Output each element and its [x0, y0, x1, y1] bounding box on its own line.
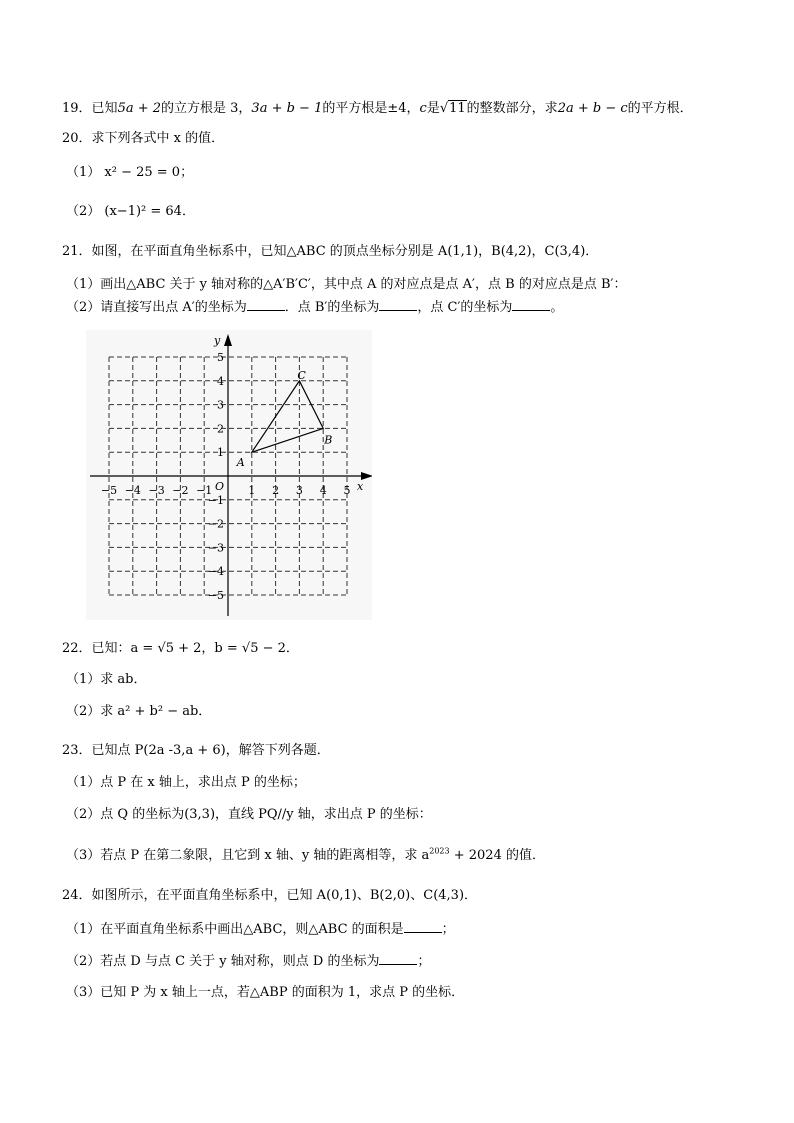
vertex-label-c: C	[297, 368, 306, 382]
question-24-part-2: （2）若点 D 与点 C 关于 y 轴对称，则点 D 的坐标为 ；	[66, 954, 431, 969]
question-22-part-1: （1）求 ab．	[66, 672, 147, 687]
question-22-stem: 22．已知：a = √5 + 2，b = √5 − 2．	[62, 641, 299, 656]
y-tick-label: −5	[207, 589, 224, 602]
x-tick-label: −2	[172, 484, 189, 497]
question-21-stem: 21．如图，在平面直角坐标系中，已知△ABC 的顶点坐标分别是 A(1,1)，B(4,2)，C(3,4)．	[62, 244, 599, 259]
answer-blank	[404, 920, 442, 933]
x-tick-label: −1	[196, 484, 213, 497]
y-tick-label: 4	[217, 374, 224, 388]
question-22-part-2: （2）求 a² + b² − ab．	[66, 704, 212, 719]
question-24-stem: 24．如图所示，在平面直角坐标系中，已知 A(0,1)、B(2,0)、C(4,3)．	[62, 888, 478, 903]
y-tick-label: 5	[217, 351, 224, 364]
vertex-label-b: B	[324, 433, 333, 447]
y-tick-label: 3	[217, 398, 224, 412]
y-tick-label: −3	[207, 541, 224, 555]
answer-blank	[247, 298, 285, 311]
origin-label: O	[215, 480, 225, 493]
x-axis-arrow	[361, 472, 372, 480]
x-tick-label: 3	[295, 484, 303, 497]
question-24-part-1: （1）在平面直角坐标系中画出△ABC，则△ABC 的面积是 ；	[66, 922, 455, 937]
vertex-label-a: A	[236, 456, 245, 470]
question-20-part-2: （2） (x−1)² = 64．	[66, 204, 195, 219]
x-tick-label: 5	[343, 484, 351, 497]
question-23-part-2: （2）点 Q 的坐标为(3,3)，直线 PQ//y 轴，求出点 P 的坐标：	[66, 807, 432, 822]
answer-blank	[379, 952, 417, 965]
y-tick-label: 1	[217, 446, 224, 460]
question-23-part-1: （1）点 P 在 x 轴上，求出点 P 的坐标；	[66, 775, 306, 790]
question-20-stem: 20．求下列各式中 x 的值．	[62, 131, 225, 146]
y-axis-arrow	[224, 334, 232, 346]
answer-blank	[379, 298, 417, 311]
x-tick-label: −4	[124, 484, 141, 497]
sqrt-symbol: √	[439, 101, 449, 116]
x-tick-label: 4	[319, 484, 327, 497]
coordinate-grid-figure	[86, 330, 372, 620]
y-axis-label: y	[214, 334, 221, 347]
y-tick-label: 2	[217, 422, 224, 436]
triangle-abc	[252, 381, 323, 452]
y-tick-label: −4	[207, 565, 224, 579]
y-tick-label: −2	[207, 517, 224, 531]
question-20-part-1: （1） x² − 25 = 0；	[66, 165, 194, 180]
answer-blank	[512, 298, 550, 311]
x-axis-label: x	[357, 480, 364, 493]
y-tick-label: −1	[207, 493, 224, 507]
question-21-part-2: （2）请直接写出点 A′的坐标为 ．点 B′的坐标为 ，点 C′的坐标为 。	[66, 300, 564, 315]
x-tick-label: 1	[248, 484, 256, 497]
question-24-part-3: （3）已知 P 为 x 轴上一点，若△ABP 的面积为 1，求点 P 的坐标．	[66, 985, 465, 1000]
question-23-part-3: （3）若点 P 在第二象限，且它到 x 轴、y 轴的距离相等，求 $a^{2023} + 2024$ 的值．	[66, 846, 545, 863]
question-23-stem: 23．已知点 P(2a -3,a + 6)，解答下列各题．	[62, 743, 330, 758]
coordinate-grid	[86, 330, 372, 620]
question-19: 19．已知5a + 2的立方根是 3，3a + b − 1的平方根是±4，c是√11的整数部分，求2a + b − c的平方根．	[62, 101, 693, 116]
question-21-part-1: （1）画出△ABC 关于 y 轴对称的△A′B′C′，其中点 A 的对应点是点 A′，点 B 的对应点是点 B′：	[66, 277, 627, 292]
x-tick-label: 2	[272, 484, 280, 497]
x-tick-label: −5	[100, 484, 118, 497]
x-tick-label: −3	[148, 484, 165, 497]
